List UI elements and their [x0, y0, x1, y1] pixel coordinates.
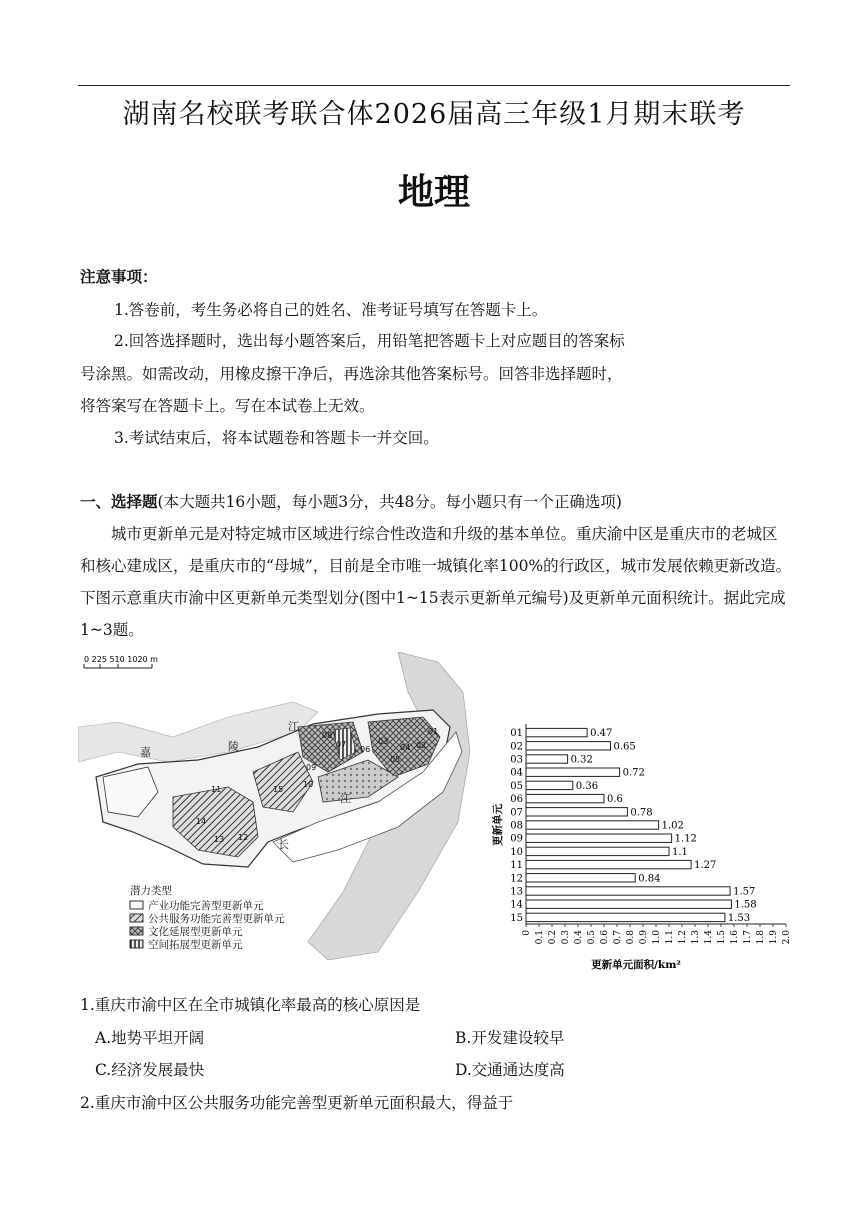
data-label-05: 0.36 [575, 780, 599, 792]
notice-item-2-line-3: 将答案写在答题卡上。写在本试卷上无效。 [80, 397, 375, 415]
category-label-05: 05 [510, 780, 523, 792]
x-tick-label-9: 0.9 [639, 930, 649, 945]
section-heading [80, 491, 622, 513]
bar-08 [526, 821, 659, 829]
exam-title: 湖南名校联考联合体2026届高三年级1月期末联考 [122, 99, 746, 130]
category-label-04: 04 [510, 767, 523, 779]
bar-13 [526, 887, 730, 895]
x-tick-label-16: 1.6 [730, 930, 740, 945]
unit-label-02: 02 [416, 741, 427, 750]
legend-title: 潜力类型 [130, 885, 172, 897]
notice-item-2-line-2: 号涂黑。如需改动，用橡皮擦干净后，再选涂其他答案标号。回答非选择题时， [80, 365, 623, 383]
river-label-jiang2: 江 [340, 792, 351, 805]
bar-15 [526, 913, 725, 921]
category-label-03: 03 [510, 754, 523, 766]
bar-04 [526, 768, 620, 776]
bar-06 [526, 794, 604, 802]
scale-bar [84, 655, 158, 668]
x-tick-label-11: 1.1 [665, 930, 675, 945]
map-legend [130, 884, 285, 951]
bar-11 [526, 860, 691, 868]
bar-02 [526, 742, 611, 750]
data-label-13: 1.57 [733, 886, 756, 898]
legend-item-culture: 文化延展型更新单元 [148, 926, 243, 938]
bar-09 [526, 834, 672, 842]
scale-label: 0 225 510 1020 m [84, 655, 158, 664]
material-paragraph: 城市更新单元是对特定城市区域进行综合性改造和升级的基本单位。重庆渝中区是重庆市的老城区和核心建成区，是重庆市的“母城”，目前是全市唯一城镇化率100%的行政区，城市发展依赖更新改造。下图示意重庆市渝中区更新单元类型划分(图中1~15表示更新单元编号)及更新单元面积统计。据此完成1~3题。 [80, 525, 792, 639]
unit-label-07: 07 [336, 740, 347, 749]
unit-label-06: 06 [360, 745, 371, 754]
unit-label-09: 09 [306, 763, 317, 772]
x-tick-label-10: 1.0 [652, 930, 662, 945]
category-label-13: 13 [510, 886, 523, 898]
data-label-15: 1.53 [727, 912, 751, 924]
x-tick-label-19: 1.9 [769, 930, 779, 945]
category-label-01: 01 [510, 728, 523, 740]
unit-label-01: 01 [428, 727, 439, 736]
data-label-11: 1.27 [694, 860, 717, 872]
legend-swatch-industrial [130, 901, 143, 909]
legend-swatch-public-service [130, 914, 143, 922]
x-tick-label-6: 0.6 [600, 930, 610, 945]
legend-swatch-culture [130, 927, 143, 935]
update-unit-map [78, 652, 472, 960]
x-tick-label-17: 1.7 [743, 930, 753, 945]
category-label-11: 11 [510, 860, 523, 872]
question-1-stem: 1.重庆市渝中区在全市城镇化率最高的核心原因是 [80, 996, 421, 1014]
x-tick-label-0: 0 [522, 930, 532, 936]
x-tick-label-12: 1.2 [678, 930, 688, 945]
notice-item-2-line-1: 2.回答选择题时，选出每小题答案后，用铅笔把答题卡上对应题目的答案标 [114, 332, 625, 350]
category-label-02: 02 [510, 741, 523, 753]
bar-10 [526, 847, 669, 855]
bar-01 [526, 728, 587, 736]
data-label-07: 0.78 [630, 807, 653, 819]
notice-item-3: 3.考试结束后，将本试题卷和答题卡一并交回。 [114, 429, 439, 447]
legend-item-space: 空间拓展型更新单元 [148, 939, 243, 951]
x-tick-label-1: 0.1 [535, 930, 545, 945]
unit-label-11: 11 [211, 785, 222, 794]
x-tick-label-20: 2.0 [782, 930, 792, 945]
category-label-15: 15 [510, 912, 523, 924]
bar-12 [526, 874, 635, 882]
data-label-01: 0.47 [590, 728, 613, 740]
unit-label-15: 15 [273, 785, 284, 794]
x-tick-label-4: 0.4 [574, 930, 584, 945]
unit-label-03: 03 [378, 737, 389, 746]
x-tick-label-13: 1.3 [691, 930, 701, 945]
y-axis-title: 更新单元 [492, 804, 504, 846]
river-label-chang: 长 [278, 838, 289, 851]
unit-label-05: 05 [390, 755, 401, 764]
category-label-07: 07 [510, 807, 523, 819]
legend-swatch-space [130, 940, 143, 948]
category-label-12: 12 [510, 873, 523, 885]
x-axis-title: 更新单元面积/km² [591, 959, 681, 971]
notice-item-1: 1.答卷前，考生务必将自己的姓名、准考证号填写在答题卡上。 [114, 301, 548, 319]
unit-label-13: 13 [214, 835, 225, 844]
unit-label-12: 12 [238, 833, 249, 842]
data-label-08: 1.02 [661, 820, 684, 832]
bar-03 [526, 755, 568, 763]
data-label-12: 0.84 [638, 873, 661, 885]
unit-label-08: 08 [322, 731, 333, 740]
data-label-09: 1.12 [674, 833, 697, 845]
data-label-14: 1.58 [734, 899, 757, 911]
category-label-08: 08 [510, 820, 523, 832]
legend-item-public-service: 公共服务功能完善型更新单元 [148, 913, 285, 925]
question-1-option-c: C.经济发展最快 [95, 1061, 205, 1079]
subject-title: 地理 [397, 172, 470, 213]
x-tick-label-5: 0.5 [587, 930, 597, 945]
river-label-jiang: 江 [288, 720, 299, 733]
x-tick-label-7: 0.7 [613, 930, 623, 945]
category-label-09: 09 [510, 833, 523, 845]
x-tick-label-2: 0.2 [548, 930, 558, 945]
x-tick-label-18: 1.8 [756, 930, 766, 945]
category-label-06: 06 [510, 794, 523, 806]
legend-item-industrial: 产业功能完善型更新单元 [148, 900, 264, 912]
unit-label-14: 14 [196, 817, 207, 826]
data-label-02: 0.65 [613, 741, 636, 753]
data-label-03: 0.32 [570, 754, 593, 766]
notice-heading: 注意事项： [80, 268, 158, 286]
header-rule [78, 85, 790, 86]
x-tick-label-8: 0.8 [626, 930, 636, 945]
data-label-06: 0.6 [607, 794, 623, 806]
x-tick-label-15: 1.5 [717, 930, 727, 945]
x-tick-label-14: 1.4 [704, 930, 714, 945]
river-label-jia: 嘉 [140, 746, 151, 759]
unit-label-04: 04 [400, 743, 411, 752]
question-2-stem: 2.重庆市渝中区公共服务功能完善型更新单元面积最大，得益于 [80, 1094, 514, 1112]
bar-14 [526, 900, 731, 908]
section-title: 一、选择题 [80, 493, 158, 511]
category-label-14: 14 [510, 899, 523, 911]
question-1-option-d: D.交通通达度高 [455, 1061, 565, 1079]
question-1-option-b: B.开发建设较早 [455, 1029, 565, 1047]
data-label-04: 0.72 [622, 767, 645, 779]
x-tick-label-3: 0.3 [561, 930, 571, 945]
unit-area-bar-chart [488, 722, 800, 972]
question-1-option-a: A.地势平坦开阔 [95, 1029, 205, 1047]
section-note: (本大题共16小题，每小题3分，共48分。每小题只有一个正确选项) [157, 493, 622, 511]
river-label-ling: 陵 [228, 740, 239, 753]
category-label-10: 10 [510, 846, 523, 858]
data-label-10: 1.1 [672, 846, 688, 858]
bar-07 [526, 808, 627, 816]
unit-label-10: 10 [303, 780, 314, 789]
bar-05 [526, 781, 573, 789]
